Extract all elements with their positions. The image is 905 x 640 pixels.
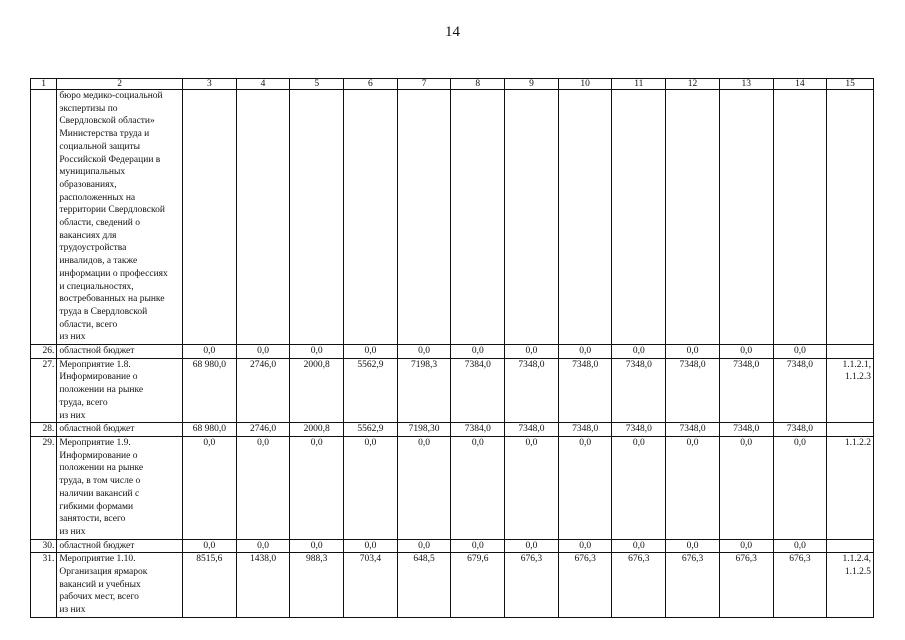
amount-cell: 0,0 (505, 345, 559, 359)
empty-cell (505, 90, 559, 345)
amount-cell: 0,0 (290, 436, 344, 539)
amount-cell: 0,0 (666, 539, 720, 553)
amount-cell: 0,0 (451, 345, 505, 359)
empty-cell (451, 90, 505, 345)
amount-cell: 0,0 (451, 539, 505, 553)
column-number-header: 10 (558, 79, 612, 90)
amount-cell: 8515,6 (182, 553, 236, 618)
empty-cell (31, 90, 57, 345)
table-row (31, 553, 874, 618)
empty-cell (666, 90, 720, 345)
amount-cell: 0,0 (612, 436, 666, 539)
column-number-header: 12 (666, 79, 720, 90)
amount-cell: 0,0 (505, 539, 559, 553)
amount-cell: 0,0 (182, 345, 236, 359)
row-number: 30. (31, 539, 57, 553)
amount-cell: 676,3 (666, 553, 720, 618)
target-reference (827, 423, 874, 437)
empty-cell (558, 90, 612, 345)
amount-cell: 0,0 (505, 436, 559, 539)
amount-cell: 7348,0 (666, 423, 720, 437)
row-number: 28. (31, 423, 57, 437)
column-number-row (31, 79, 874, 90)
row-number: 26. (31, 345, 57, 359)
column-number-header: 14 (773, 79, 827, 90)
amount-cell: 0,0 (719, 436, 773, 539)
target-reference: 1.1.2.1, 1.1.2.3 (827, 358, 874, 423)
amount-cell: 0,0 (719, 345, 773, 359)
amount-cell: 7198,3 (397, 358, 451, 423)
amount-cell: 648,5 (397, 553, 451, 618)
budget-table (30, 78, 874, 618)
empty-cell (719, 90, 773, 345)
table-row (31, 423, 874, 437)
amount-cell: 2746,0 (236, 358, 290, 423)
empty-cell (773, 90, 827, 345)
amount-cell: 0,0 (558, 436, 612, 539)
amount-cell: 0,0 (344, 436, 398, 539)
row-number: 31. (31, 553, 57, 618)
amount-cell: 68 980,0 (182, 423, 236, 437)
amount-cell: 0,0 (182, 436, 236, 539)
amount-cell: 7348,0 (558, 423, 612, 437)
amount-cell: 0,0 (236, 436, 290, 539)
amount-cell: 0,0 (666, 436, 720, 539)
empty-cell (290, 90, 344, 345)
amount-cell: 0,0 (612, 539, 666, 553)
amount-cell: 0,0 (182, 539, 236, 553)
amount-cell: 7348,0 (612, 358, 666, 423)
amount-cell: 1438,0 (236, 553, 290, 618)
amount-cell: 676,3 (773, 553, 827, 618)
column-number-header: 1 (31, 79, 57, 90)
amount-cell: 2000,8 (290, 423, 344, 437)
amount-cell: 0,0 (773, 345, 827, 359)
amount-cell: 7384,0 (451, 423, 505, 437)
table-row (31, 345, 874, 359)
row-description: областной бюджет (57, 423, 183, 437)
amount-cell: 7348,0 (558, 358, 612, 423)
column-number-header: 13 (719, 79, 773, 90)
amount-cell: 7348,0 (612, 423, 666, 437)
empty-cell (236, 90, 290, 345)
amount-cell: 5562,9 (344, 423, 398, 437)
table-row (31, 436, 874, 539)
amount-cell: 7348,0 (666, 358, 720, 423)
empty-cell (827, 90, 874, 345)
column-number-header: 7 (397, 79, 451, 90)
column-number-header: 11 (612, 79, 666, 90)
empty-cell (397, 90, 451, 345)
amount-cell: 0,0 (397, 345, 451, 359)
amount-cell: 7348,0 (773, 423, 827, 437)
amount-cell: 0,0 (236, 345, 290, 359)
row-number: 29. (31, 436, 57, 539)
amount-cell: 68 980,0 (182, 358, 236, 423)
amount-cell: 7384,0 (451, 358, 505, 423)
amount-cell: 676,3 (612, 553, 666, 618)
row-description: Мероприятие 1.8. Информирование о положении на рынке труда, всего из них (57, 358, 183, 423)
row-description: Мероприятие 1.9. Информирование о положении на рынке труда, в том числе о наличии вакансий с гибкими формами занятости, всего из них (57, 436, 183, 539)
target-reference (827, 345, 874, 359)
continued-description: бюро медико-социальной экспертизы по Свердловской области» Министерства труда и социальной защиты Российской Федерации в муниципальных образованиях, расположенных на территории Свердловской области, сведений о вакансиях для трудоустройства инвалидов, а также информации о профессиях и специальностях, востребованных на рынке труда в Свердловской области, всего из них (57, 90, 183, 345)
row-number: 27. (31, 358, 57, 423)
amount-cell: 0,0 (236, 539, 290, 553)
column-number-header: 4 (236, 79, 290, 90)
amount-cell: 0,0 (397, 436, 451, 539)
continuation-row (31, 90, 874, 345)
table-row (31, 358, 874, 423)
column-number-header: 5 (290, 79, 344, 90)
empty-cell (612, 90, 666, 345)
amount-cell: 0,0 (397, 539, 451, 553)
amount-cell: 676,3 (719, 553, 773, 618)
target-reference: 1.1.2.4, 1.1.2.5 (827, 553, 874, 618)
target-reference: 1.1.2.2 (827, 436, 874, 539)
empty-cell (344, 90, 398, 345)
amount-cell: 0,0 (773, 539, 827, 553)
amount-cell: 0,0 (344, 345, 398, 359)
amount-cell: 7198,30 (397, 423, 451, 437)
column-number-header: 3 (182, 79, 236, 90)
amount-cell: 679,6 (451, 553, 505, 618)
amount-cell: 0,0 (719, 539, 773, 553)
empty-cell (182, 90, 236, 345)
column-number-header: 6 (344, 79, 398, 90)
row-description: областной бюджет (57, 345, 183, 359)
amount-cell: 5562,9 (344, 358, 398, 423)
amount-cell: 0,0 (344, 539, 398, 553)
column-number-header: 15 (827, 79, 874, 90)
table-row (31, 539, 874, 553)
page-number: 14 (445, 24, 460, 40)
amount-cell: 0,0 (558, 345, 612, 359)
amount-cell: 0,0 (666, 345, 720, 359)
amount-cell: 0,0 (290, 539, 344, 553)
amount-cell: 0,0 (612, 345, 666, 359)
amount-cell: 7348,0 (505, 358, 559, 423)
amount-cell: 2000,8 (290, 358, 344, 423)
amount-cell: 7348,0 (719, 423, 773, 437)
amount-cell: 7348,0 (719, 358, 773, 423)
row-description: областной бюджет (57, 539, 183, 553)
column-number-header: 8 (451, 79, 505, 90)
amount-cell: 7348,0 (773, 358, 827, 423)
amount-cell: 0,0 (773, 436, 827, 539)
amount-cell: 676,3 (558, 553, 612, 618)
amount-cell: 988,3 (290, 553, 344, 618)
amount-cell: 0,0 (290, 345, 344, 359)
amount-cell: 2746,0 (236, 423, 290, 437)
column-number-header: 2 (57, 79, 183, 90)
amount-cell: 0,0 (451, 436, 505, 539)
amount-cell: 676,3 (505, 553, 559, 618)
target-reference (827, 539, 874, 553)
amount-cell: 7348,0 (505, 423, 559, 437)
amount-cell: 0,0 (558, 539, 612, 553)
amount-cell: 703,4 (344, 553, 398, 618)
row-description: Мероприятие 1.10. Организация ярмарок вакансий и учебных рабочих мест, всего из них (57, 553, 183, 618)
column-number-header: 9 (505, 79, 559, 90)
